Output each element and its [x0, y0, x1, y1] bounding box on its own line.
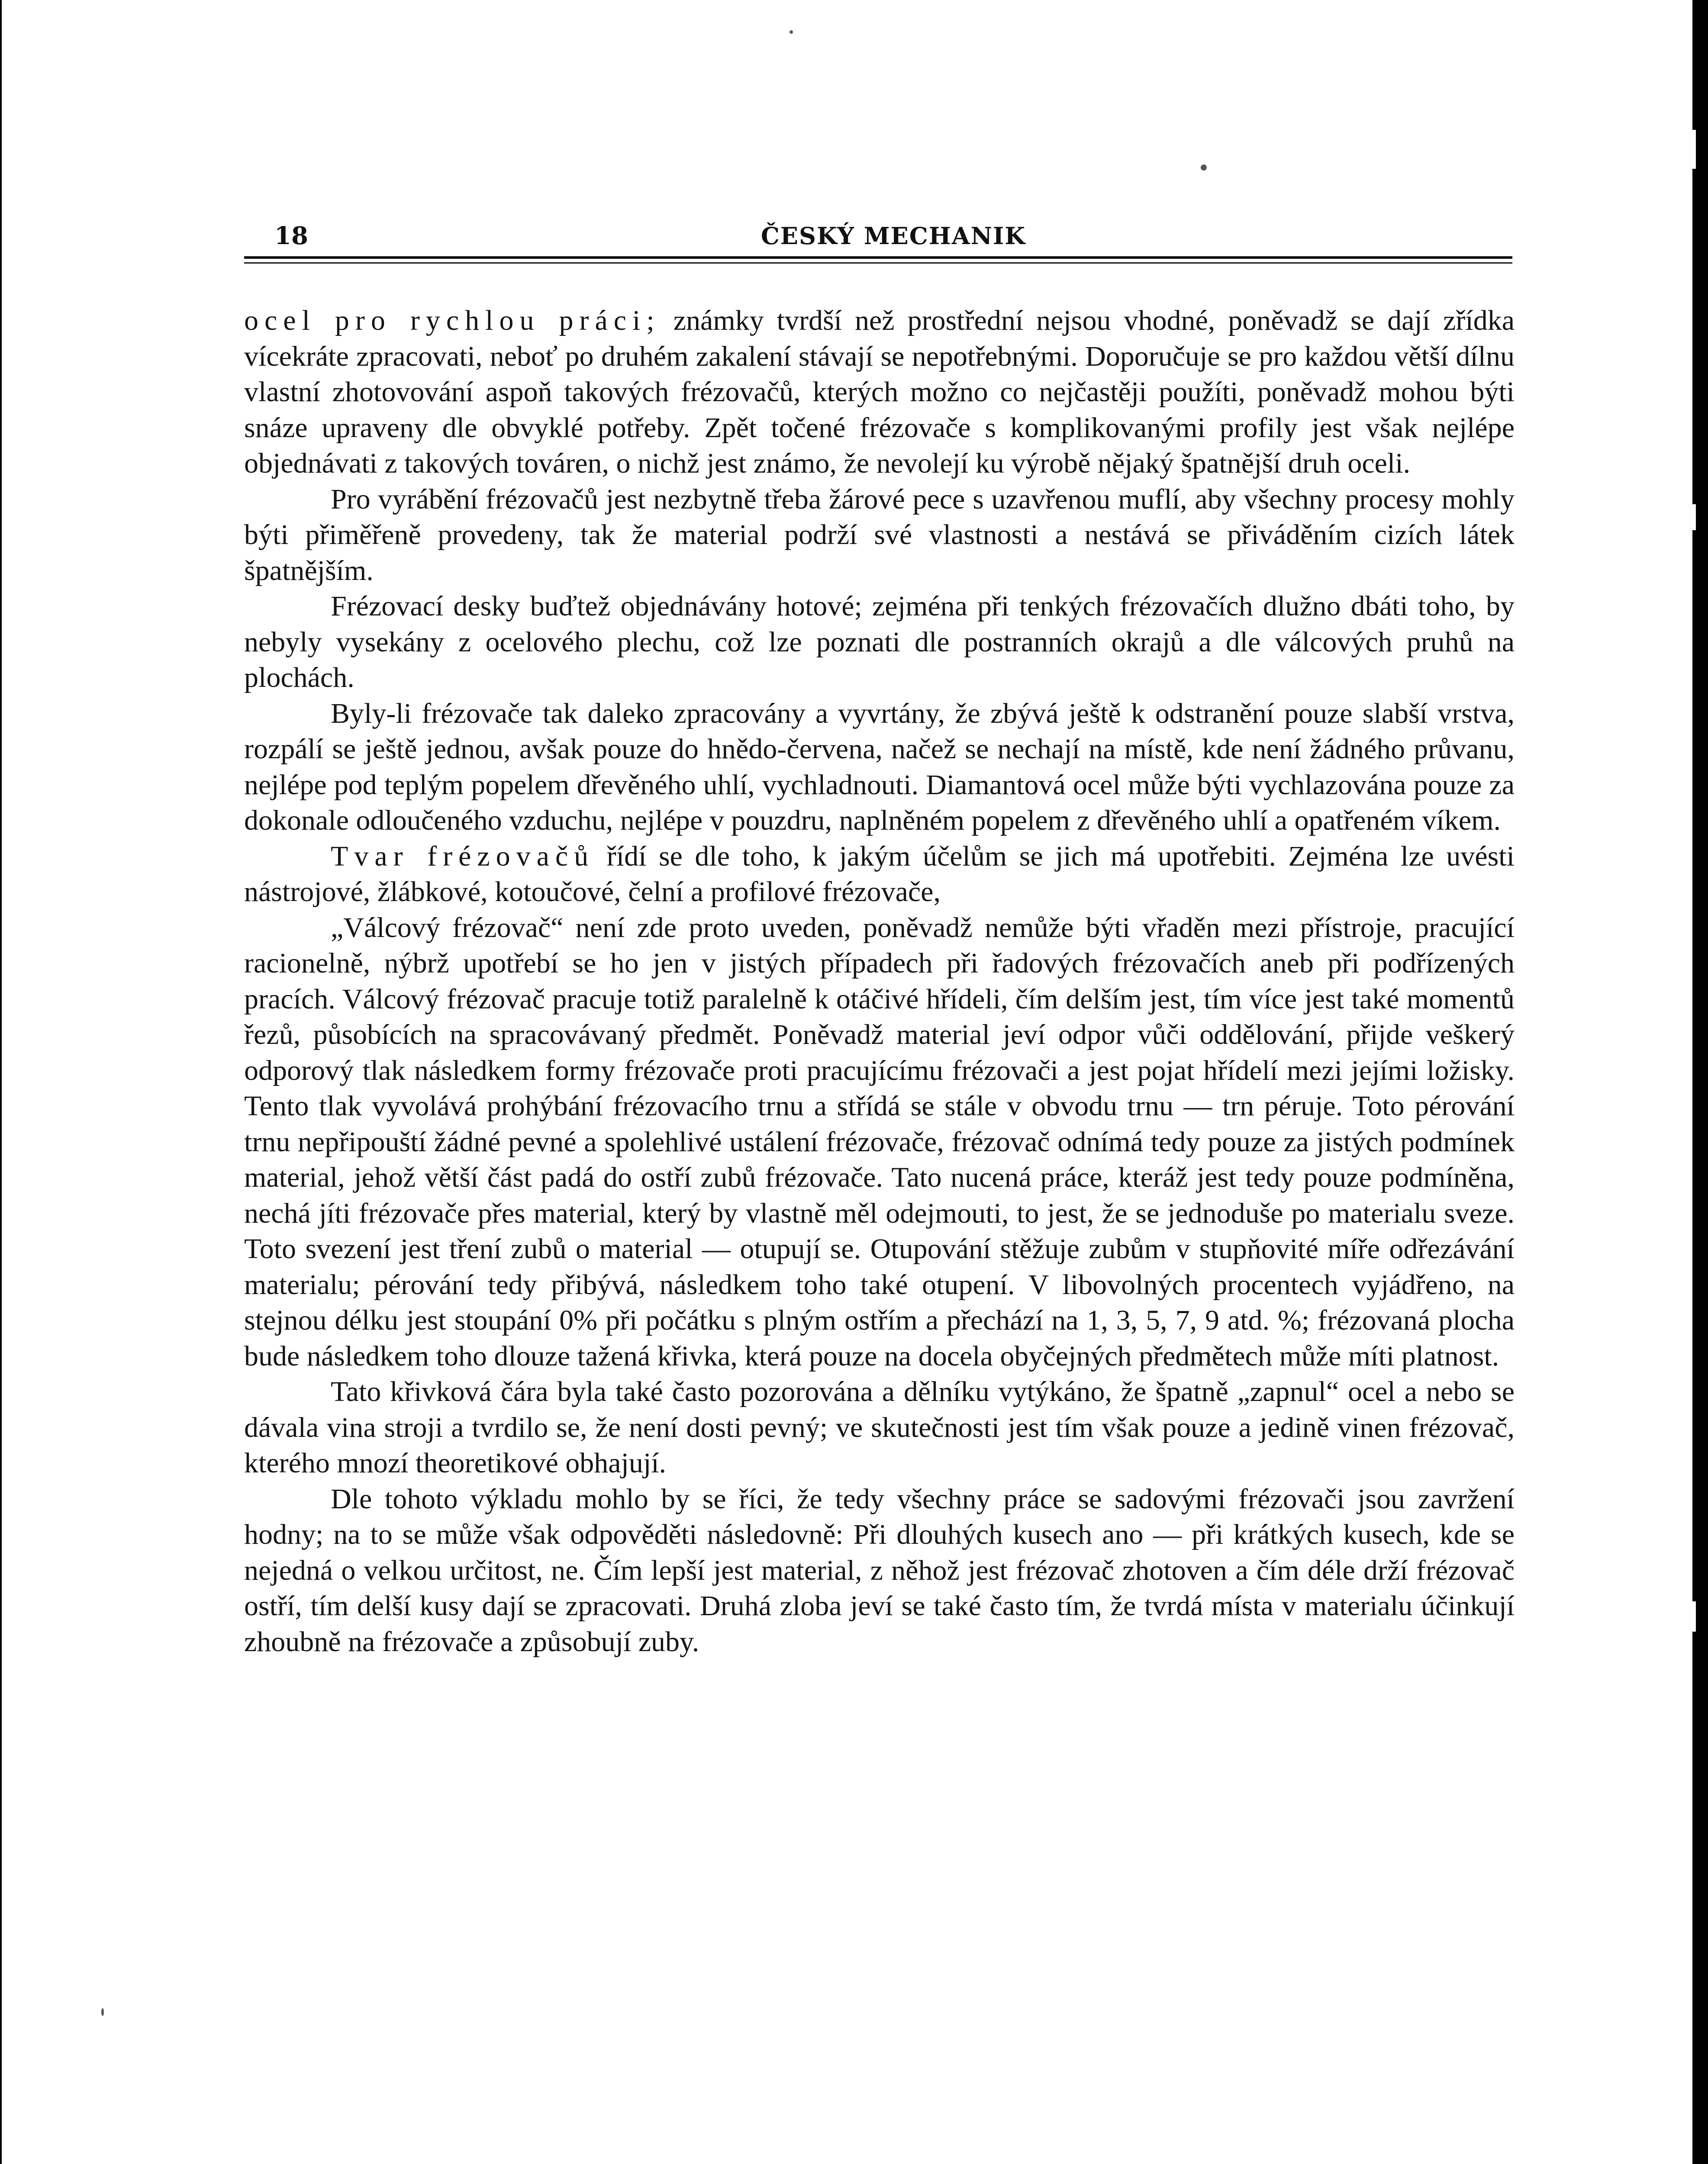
paragraph-text: řídí se dle toho, k jakým účelům se jich má upotřebiti. Zejména lze uvésti nástrojové, žlábkové, kotoučové, čelní a profilové frézovače, [244, 840, 1515, 908]
paragraph: „Válcový frézovač“ není zde proto uveden, poněvadž nemůže býti vřaděn mezi přístroje, pracující racionelně, nýbrž upotřebí se ho jen v jistých případech při řadových frézovačích aneb při podřízených pracích. Válcový frézovač pracuje totiž paralelně k otáčivé hřídeli, čím delším jest, tím více jest také momentů řezů, působících na spracovávaný předmět. Poněvadž material jeví odpor vůči oddělování, přijde veškerý odporový tlak následkem formy frézovače proti pracujícímu frézovači a jest pojat hřídelí mezi jejími ložisky. Tento tlak vyvolává prohýbání frézovacího trnu a střídá se stále v obvodu trnu — trn péruje. Toto pérování trnu nepřipouští žádné pevné a spolehlivé ustálení frézovače, frézovač odnímá tedy pouze za jistých podmínek material, jehož větší část padá do ostří zubů frézovače. Tato nucená práce, kteráž jest tedy pouze podmíněna, nechá jíti frézovače přes material, který by vlastně měl odejmouti, to jest, že se jednoduše po materialu sveze. Toto svezení jest tření zubů o material — otupují se. Otupování stěžuje zubům v stupňovité míře odřezávání materialu; pérování tedy přibývá, následkem toho také otupení. V libovolných procentech vyjádřeno, na stejnou délku jest stoupání 0% při počátku s plným ostřím a přechází na 1, 3, 5, 7, 9 atd. %; frézovaná plocha bude následkem toho dlouze tažená křivka, která pouze na docela obyčejných předmětech může míti platnost. [244, 911, 1515, 1372]
edge-mark [1692, 130, 1696, 169]
scan-speck [1201, 164, 1207, 171]
scanned-page [2, 0, 1692, 2164]
journal-title: ČESKÝ MECHANIK [761, 222, 1026, 250]
scan-speck [790, 30, 793, 34]
paragraph: Byly-li frézovače tak daleko zpracovány a vyvrtány, že zbývá ještě k odstranění pouze slabší vrstva, rozpálí se ještě jednou, avšak pouze do hnědo-červena, načež se nechají na místě, kde není žádného průvanu, nejlépe pod teplým popelem dřevěného uhlí, vychladnouti. Diamantová ocel může býti vychlazována pouze za dokonale odloučeného vzduchu, nejlépe v pouzdru, naplněném popelem z dřevěného uhlí a opatřeném víkem. [244, 697, 1515, 836]
paragraph: Pro vyrábění frézovačů jest nezbytně třeba žárové pece s uzavřenou muflí, aby všechny procesy mohly býti přiměřeně provedeny, tak že material podrží své vlastnosti a nestává se přiváděním cizích látek špatnějším. [244, 483, 1515, 586]
paragraph [244, 839, 1515, 910]
paragraph: Dle tohoto výkladu mohlo by se říci, že tedy všechny práce se sadovými frézovači jsou zavržení hodny; na to se může však odpověděti následovně: Při dlouhých kusech ano — při krátkých kusech, kde se nejedná o velkou určitost, ne. Čím lepší jest material, z něhož jest frézovač zhotoven a čím déle drží frézovač ostří, tím delší kusy dají se zpracovati. Druhá zloba jeví se také často tím, že tvrdá místa v materialu účinkují zhoubně na frézovače a způsobují zuby. [244, 1483, 1515, 1658]
paragraph: Tato křivková čára byla také často pozorována a dělníku vytýkáno, že špatně „zapnul“ ocel a nebo se dávala vina stroji a tvrdilo se, že není dosti pevný; ve skutečnosti jest tím však pouze a jedině vinen frézovač, kterého mnozí theoretikové obhajují. [244, 1376, 1515, 1479]
scan-edge [1692, 0, 1708, 2164]
edge-mark [1692, 1601, 1696, 1632]
spaced-emphasis: Tvar frézovačů [331, 840, 595, 872]
scan-speck [101, 2008, 104, 2016]
header-rule-thick [244, 256, 1512, 259]
spaced-emphasis: ocel pro rychlou práci; [244, 305, 661, 336]
paragraph [244, 303, 1515, 482]
paragraph: Frézovací desky buďtež objednávány hotové; zejména při tenkých frézovačích dlužno dbáti toho, by nebyly vysekány z ocelového plechu, což lze poznati dle postranních okrajů a dle válcových pruhů na plochách. [244, 590, 1515, 693]
running-head [274, 219, 1512, 253]
edge-mark [1692, 504, 1696, 530]
article-body [244, 303, 1515, 1660]
page-number: 18 [274, 222, 308, 250]
paragraph-text: známky tvrdší než prostřední nejsou vhodné, poněvadž se dají zřídka vícekráte zpracovati, neboť po druhém zakalení stávají se nepotřebnými. Doporučuje se pro každou větší dílnu vlastní zhotovování aspoň takových frézovačů, kterých možno co nejčastěji použíti, poněvadž mohou býti snáze upraveny dle obvyklé potřeby. Zpět točené frézovače s komplikovanými profily jest však nejlépe objednávati z takových továren, o nichž jest známo, že nevolejí ku výrobě nějaký špatnější druh oceli. [244, 305, 1515, 479]
header-rule-thin [244, 262, 1512, 264]
